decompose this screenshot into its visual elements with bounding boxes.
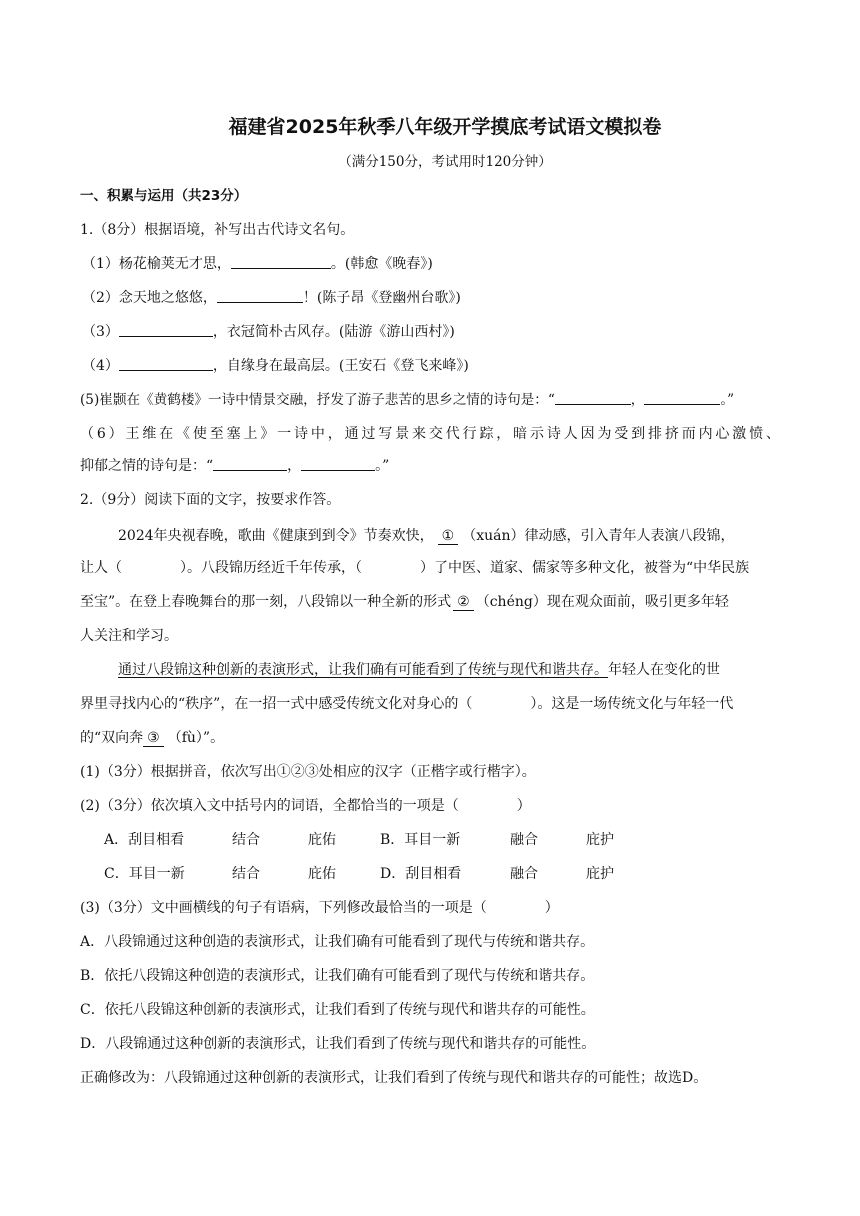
subquestion-2-end: ） <box>516 798 531 814</box>
choice-c[interactable]: C．依托八段锦这种创新的表演形式，让我们看到了传统与现代和谐共存的可能性。 <box>80 1002 595 1018</box>
passage-text: 年轻人在变化的世 <box>608 662 720 678</box>
q1-item-2-pre: （2）念天地之悠悠， <box>82 290 217 306</box>
choice-a[interactable]: A．八段锦通过这种创造的表演形式，让我们确有可能看到了现代与传统和谐共存。 <box>80 934 595 950</box>
q1-item-1 <box>82 254 433 274</box>
passage-text: 至宝”。在登上春晚舞台的那一刻，八段锦以一种全新的形式 <box>80 594 452 610</box>
passage-text: ）。这是一场传统文化与年轻一代 <box>530 696 734 712</box>
q1-item-3-post: ，衣冠简朴古风存。(陆游《游山西村》) <box>212 324 455 340</box>
answer-blank[interactable] <box>213 456 287 471</box>
q1-item-5-post: 。” <box>720 392 735 408</box>
q1-item-5 <box>80 390 734 410</box>
option-b[interactable]: B．耳目一新 <box>380 832 461 848</box>
q1-item-2-post: ！(陈子昂《登幽州台歌》) <box>302 290 461 306</box>
q1-item-1-post: 。(韩愈《晚春》) <box>330 256 433 272</box>
section-heading: 一、积累与运用（共23分） <box>80 188 248 204</box>
option-d-word-3: 庇护 <box>586 866 614 882</box>
passage-line <box>118 526 734 546</box>
answer-blank[interactable] <box>555 390 631 405</box>
q1-item-4-post: ，自缘身在最高层。(王安石《登飞来峰》) <box>212 358 469 374</box>
passage-line <box>118 660 720 680</box>
option-c-word-3: 庇佑 <box>308 866 336 882</box>
passage-text: 的“双向奔 <box>80 730 144 746</box>
option-b-word-3: 庇护 <box>586 832 614 848</box>
subquestion-3-end: ） <box>544 900 559 916</box>
passage-line <box>80 728 224 748</box>
answer-blank[interactable] <box>644 390 720 405</box>
q1-stem: 1.（8分）根据语境，补写出古代诗文名句。 <box>80 222 355 238</box>
answer-explanation: 正确修改为：八段锦通过这种创新的表演形式，让我们看到了传统与现代和谐共存的可能性；故选D。 <box>80 1070 708 1086</box>
option-c[interactable]: C．耳目一新 <box>104 866 185 882</box>
answer-blank[interactable] <box>217 288 303 303</box>
passage-text: （chéng）现在观众面前，吸引更多年轻 <box>475 594 729 610</box>
marker-2: ② <box>453 594 474 611</box>
q1-item-6-line1: （6）王维在《使至塞上》一诗中，通过写景来交代行踪，暗示诗人因为受到排挤而内心激愤、 <box>80 426 780 442</box>
option-row <box>104 864 614 884</box>
q1-item-1-pre: （1）杨花榆荚无才思， <box>82 256 231 272</box>
passage-text: ）了中医、道家、儒家等多种文化，被誉为“中华民族 <box>420 560 750 576</box>
subquestion-1: (1)（3分）根据拼音，依次写出①②③处相应的汉字（正楷字或行楷字）。 <box>80 764 536 780</box>
subquestion-3-text: (3)（3分）文中画横线的句子有语病，下列修改最恰当的一项是（ <box>80 900 487 916</box>
passage-line <box>80 558 749 578</box>
passage-line: 人关注和学习。 <box>80 628 178 644</box>
choice-b[interactable]: B．依托八段锦这种创造的表演形式，让我们确有可能看到了现代与传统和谐共存。 <box>80 968 595 984</box>
subquestion-2-text: (2)（3分）依次填入文中括号内的词语，全都恰当的一项是（ <box>80 798 459 814</box>
answer-blank[interactable] <box>119 356 213 371</box>
marker-3: ③ <box>143 730 164 747</box>
q1-item-5-mid: ， <box>630 392 645 408</box>
q1-item-6-line2 <box>80 456 389 476</box>
option-b-word-2: 融合 <box>510 832 538 848</box>
q1-item-2 <box>82 288 461 308</box>
page-title: 福建省2025年秋季八年级开学摸底考试语文模拟卷 <box>228 116 662 138</box>
passage-text: 让人（ <box>80 560 122 576</box>
option-row <box>104 830 614 850</box>
marker-1: ① <box>438 528 459 545</box>
passage-line <box>80 694 733 714</box>
q1-item-4-pre: （4） <box>82 358 119 374</box>
passage-text: （fù）”。 <box>167 730 225 746</box>
answer-blank[interactable] <box>301 456 375 471</box>
subquestion-2 <box>80 796 531 816</box>
option-d-word-2: 融合 <box>510 866 538 882</box>
underlined-sentence: 通过八段锦这种创新的表演形式，让我们确有可能看到了传统与现代和谐共存。 <box>118 662 608 678</box>
q1-item-6-pre: 抑郁之情的诗句是：“ <box>80 458 214 474</box>
option-c-word-2: 结合 <box>232 866 260 882</box>
subquestion-3 <box>80 898 559 918</box>
option-d[interactable]: D．刮目相看 <box>380 866 462 882</box>
passage-text: 界里寻找内心的“秩序”，在一招一式中感受传统文化对身心的（ <box>80 696 473 712</box>
q1-item-4 <box>82 356 469 376</box>
passage-text: ）。八段锦历经近千年传承，（ <box>180 560 362 576</box>
option-a[interactable]: A．刮目相看 <box>104 832 185 848</box>
answer-blank[interactable] <box>119 322 213 337</box>
q2-stem: 2.（9分）阅读下面的文字，按要求作答。 <box>80 492 341 508</box>
q1-item-6-post: 。” <box>375 458 390 474</box>
passage-line <box>80 592 729 612</box>
page-subtitle: （满分150分，考试用时120分钟） <box>338 154 552 170</box>
q1-item-6-mid: ， <box>287 458 302 474</box>
passage-text: 2024年央视春晚，歌曲《健康到到令》节奏欢快， <box>118 528 434 544</box>
q1-item-3-pre: （3） <box>82 324 119 340</box>
answer-blank[interactable] <box>231 254 331 269</box>
q1-item-3 <box>82 322 455 342</box>
q1-item-5-pre: (5)崔颢在《黄鹤楼》一诗中情景交融，抒发了游子悲苦的思乡之情的诗句是：“ <box>80 392 555 408</box>
option-a-word-2: 结合 <box>232 832 260 848</box>
choice-d[interactable]: D．八段锦通过这种创新的表演形式，让我们看到了传统与现代和谐共存的可能性。 <box>80 1036 596 1052</box>
option-a-word-3: 庇佑 <box>308 832 336 848</box>
passage-text: （xuán）律动感，引入青年人表演八段锦， <box>462 528 735 544</box>
